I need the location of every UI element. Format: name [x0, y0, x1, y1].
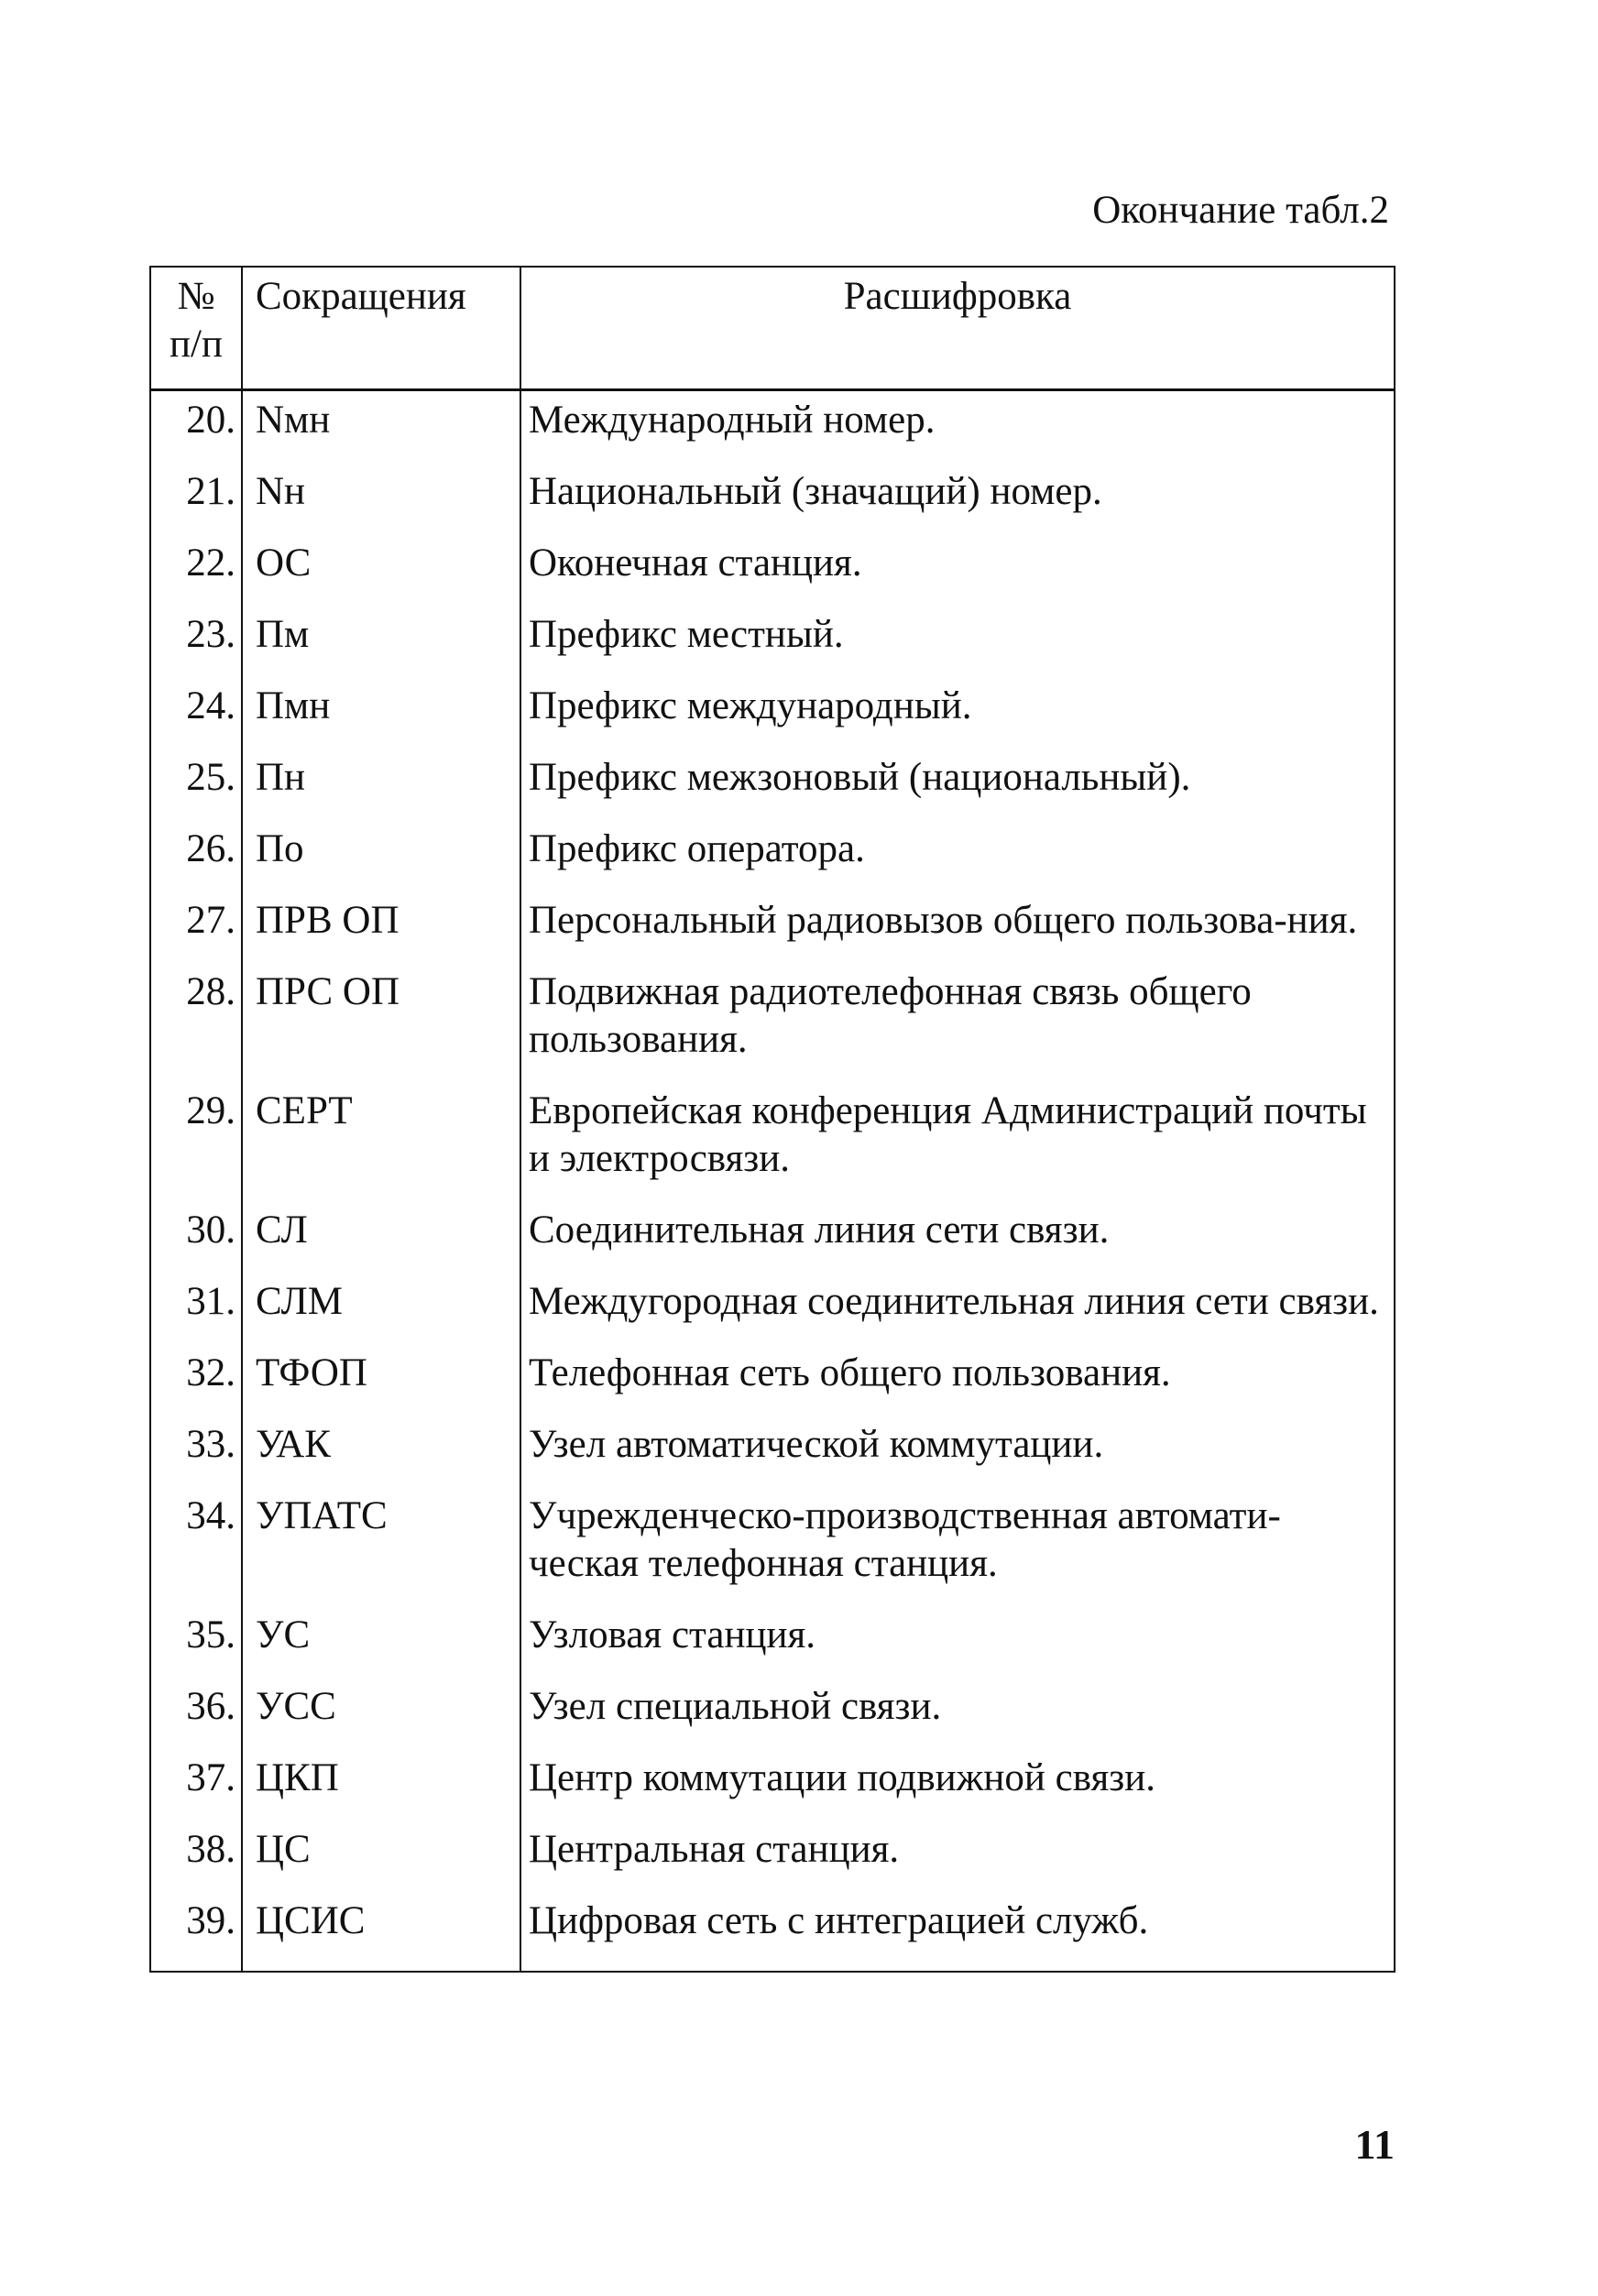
row-number: 32. — [150, 1350, 242, 1421]
row-abbreviation: Пмн — [242, 683, 520, 754]
row-number: 21. — [150, 468, 242, 540]
table-row — [150, 611, 1395, 683]
table-caption: Окончание табл.2 — [1092, 189, 1389, 232]
row-decoding: Междугородная соединительная линия сети связи. — [520, 1278, 1395, 1350]
row-number: 25. — [150, 754, 242, 825]
row-number: 38. — [150, 1826, 242, 1897]
row-number: 35. — [150, 1612, 242, 1683]
table-row — [150, 1088, 1395, 1207]
row-decoding: Учрежденческо-производственная автомати-ческая телефонная станция. — [520, 1492, 1395, 1612]
table-row — [150, 754, 1395, 825]
table-row — [150, 468, 1395, 540]
row-number: 24. — [150, 683, 242, 754]
row-decoding: Подвижная радиотелефонная связь общего пользования. — [520, 968, 1395, 1088]
table-row — [150, 1278, 1395, 1350]
row-number: 23. — [150, 611, 242, 683]
row-abbreviation: СЛМ — [242, 1278, 520, 1350]
row-abbreviation: ЦС — [242, 1826, 520, 1897]
table-row — [150, 825, 1395, 897]
row-number: 37. — [150, 1755, 242, 1826]
row-decoding: Префикс оператора. — [520, 825, 1395, 897]
header-number: № п/п — [150, 267, 242, 390]
row-number: 30. — [150, 1207, 242, 1278]
table-row — [150, 1826, 1395, 1897]
table-row — [150, 1897, 1395, 1972]
page-number: 11 — [1354, 2121, 1395, 2168]
row-decoding: Соединительная линия сети связи. — [520, 1207, 1395, 1278]
row-number: 20. — [150, 390, 242, 469]
table-row — [150, 897, 1395, 968]
row-decoding: Персональный радиовызов общего пользова-ния. — [520, 897, 1395, 968]
row-decoding: Центр коммутации подвижной связи. — [520, 1755, 1395, 1826]
row-number: 36. — [150, 1683, 242, 1755]
row-decoding: Центральная станция. — [520, 1826, 1395, 1897]
row-number: 28. — [150, 968, 242, 1088]
table-row — [150, 390, 1395, 469]
row-abbreviation: ПРВ ОП — [242, 897, 520, 968]
row-number: 27. — [150, 897, 242, 968]
row-abbreviation: По — [242, 825, 520, 897]
row-abbreviation: УС — [242, 1612, 520, 1683]
row-decoding: Префикс местный. — [520, 611, 1395, 683]
table-row — [150, 683, 1395, 754]
row-number: 33. — [150, 1421, 242, 1492]
row-number: 26. — [150, 825, 242, 897]
table-row — [150, 1755, 1395, 1826]
table-row — [150, 1492, 1395, 1612]
header-decoding: Расшифровка — [520, 267, 1395, 390]
row-abbreviation: Nн — [242, 468, 520, 540]
table-row — [150, 1421, 1395, 1492]
row-abbreviation: ТФОП — [242, 1350, 520, 1421]
row-abbreviation: ЦСИС — [242, 1897, 520, 1972]
row-abbreviation: СЕРТ — [242, 1088, 520, 1207]
row-decoding: Цифровая сеть с интеграцией служб. — [520, 1897, 1395, 1972]
table-body — [150, 390, 1395, 1973]
row-decoding: Оконечная станция. — [520, 540, 1395, 611]
row-abbreviation: ЦКП — [242, 1755, 520, 1826]
row-abbreviation: УСС — [242, 1683, 520, 1755]
row-number: 39. — [150, 1897, 242, 1972]
table-row — [150, 1612, 1395, 1683]
row-decoding: Узловая станция. — [520, 1612, 1395, 1683]
row-decoding: Национальный (значащий) номер. — [520, 468, 1395, 540]
row-decoding: Префикс межзоновый (национальный). — [520, 754, 1395, 825]
row-abbreviation: СЛ — [242, 1207, 520, 1278]
abbreviations-table — [149, 266, 1396, 1973]
row-decoding: Префикс международный. — [520, 683, 1395, 754]
row-abbreviation: ПРС ОП — [242, 968, 520, 1088]
table-row — [150, 1350, 1395, 1421]
header-abbreviation: Сокращения — [242, 267, 520, 390]
row-abbreviation: ОС — [242, 540, 520, 611]
row-decoding: Узел автоматической коммутации. — [520, 1421, 1395, 1492]
row-abbreviation: Пм — [242, 611, 520, 683]
row-decoding: Международный номер. — [520, 390, 1395, 469]
row-abbreviation: Nмн — [242, 390, 520, 469]
row-decoding: Европейская конференция Администраций почты и электросвязи. — [520, 1088, 1395, 1207]
row-abbreviation: УАК — [242, 1421, 520, 1492]
table-row — [150, 1683, 1395, 1755]
table-header — [150, 267, 1395, 390]
row-decoding: Телефонная сеть общего пользования. — [520, 1350, 1395, 1421]
row-decoding: Узел специальной связи. — [520, 1683, 1395, 1755]
header-row — [150, 267, 1395, 390]
table-row — [150, 968, 1395, 1088]
table-row — [150, 540, 1395, 611]
row-abbreviation: УПАТС — [242, 1492, 520, 1612]
table-row — [150, 1207, 1395, 1278]
row-number: 34. — [150, 1492, 242, 1612]
row-number: 29. — [150, 1088, 242, 1207]
row-number: 22. — [150, 540, 242, 611]
row-abbreviation: Пн — [242, 754, 520, 825]
row-number: 31. — [150, 1278, 242, 1350]
